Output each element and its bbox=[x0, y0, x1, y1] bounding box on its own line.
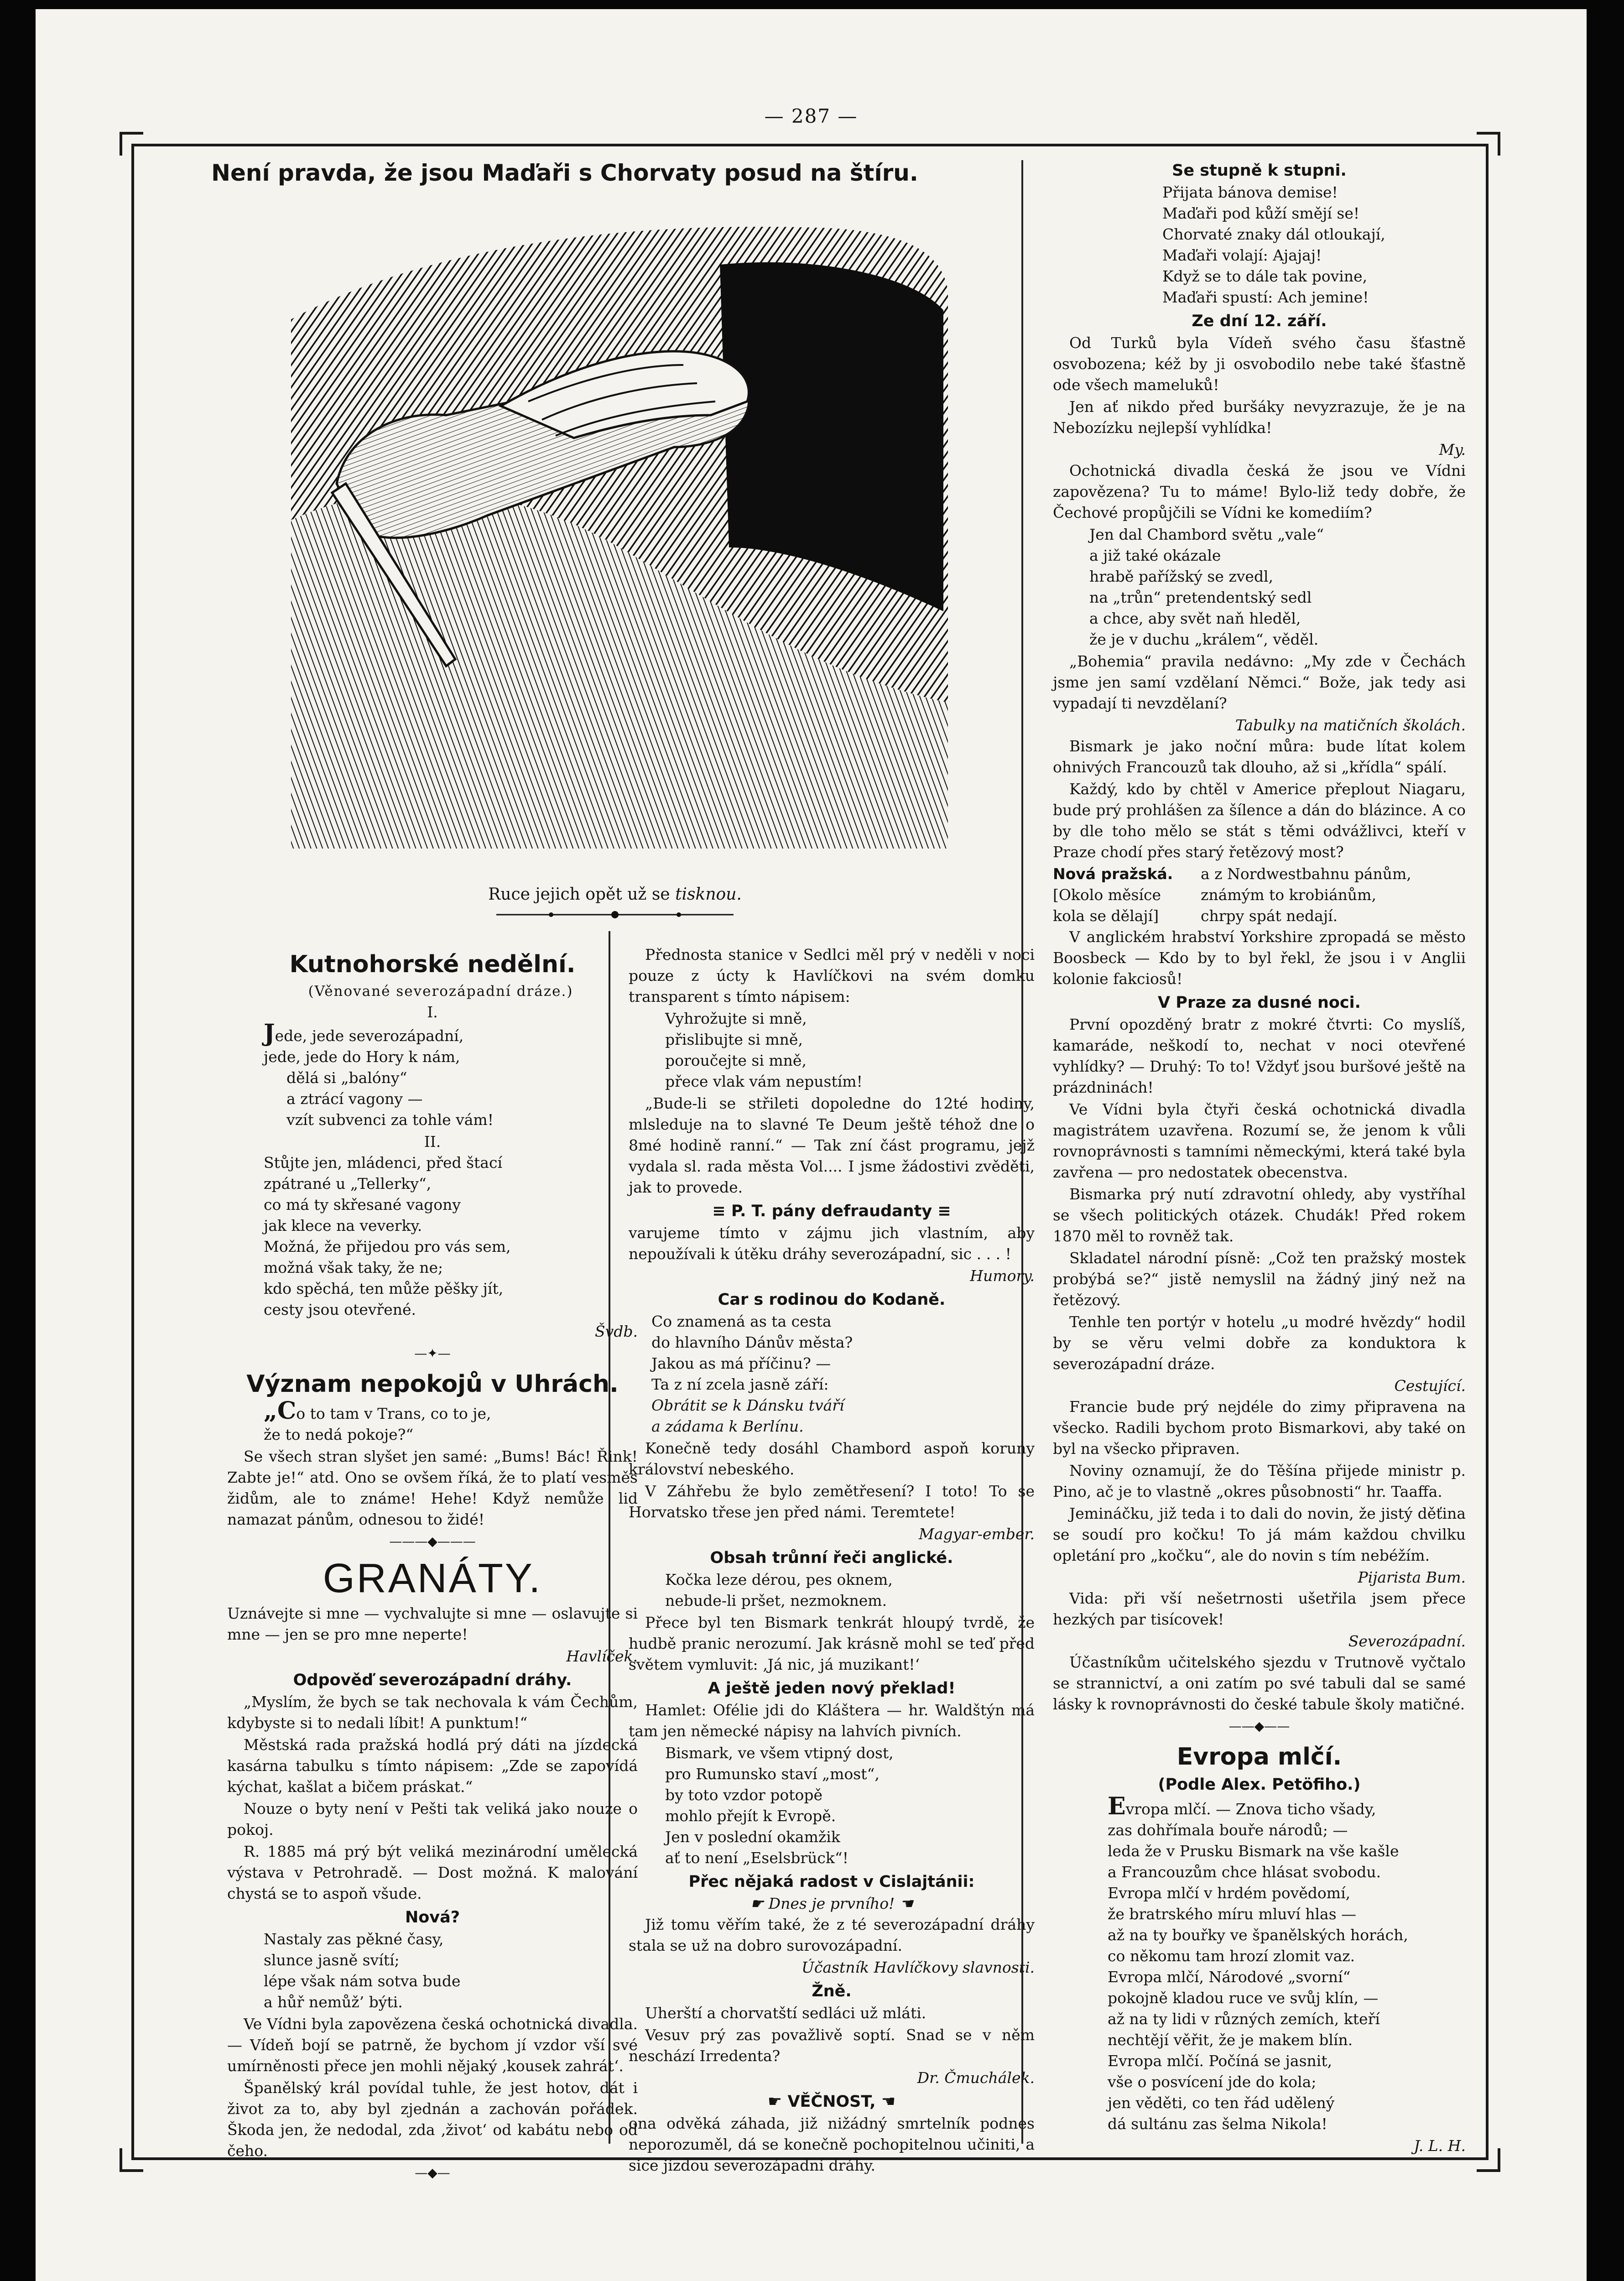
odpoved-head: Odpověď severozápadní dráhy. bbox=[293, 1671, 572, 1689]
signature: Humory. bbox=[970, 1267, 1035, 1285]
stanza-number: I. bbox=[427, 1003, 438, 1021]
verse-line: a z Nordwestbahnu pánům, bbox=[1201, 865, 1411, 883]
verse-line: Přijata bánova demise! bbox=[1162, 183, 1338, 201]
verse-line: Bismark, ve všem vtipný dost, bbox=[665, 1744, 894, 1762]
verse-line: vše o posvícení jde do kola; bbox=[1108, 2073, 1317, 2091]
verse-line: známým to krobiánům, bbox=[1201, 886, 1376, 904]
verse-line: přislibujte si mně, bbox=[665, 1031, 803, 1048]
verse-line: možná však taky, že ne; bbox=[264, 1259, 443, 1276]
dni-head: Ze dní 12. září. bbox=[1192, 312, 1327, 330]
granaty-title: GRANÁTY. bbox=[323, 1556, 542, 1601]
signature: Tabulky na matičních školách. bbox=[1235, 716, 1466, 734]
verse-line: přece vlak vám nepustím! bbox=[665, 1073, 863, 1090]
bismark-verse bbox=[665, 1743, 1035, 1869]
signature: Pijarista Bum. bbox=[1358, 1568, 1466, 1586]
signature: Magyar-ember. bbox=[919, 1525, 1035, 1543]
verse-line: Evropa mlčí v hrdém povědomí, bbox=[1108, 1884, 1351, 1902]
verse-line: „Co to tam v Trans, co to je, bbox=[264, 1397, 491, 1425]
stanza-number: II. bbox=[424, 1133, 441, 1151]
nova-prazska-right bbox=[1201, 864, 1411, 927]
frame-corner-ornament bbox=[120, 132, 143, 156]
evropa-verse bbox=[1108, 1792, 1466, 2135]
verse-line: kola se dělají] bbox=[1053, 907, 1159, 925]
praze-paragraph-2: Ve Vídni byla čtyři česká ochotnická divadla magistrátem uzavřena. Rozumí se, že jenom k vůli rovnoprávnosti s tamními německými, která také byla zavřena — pro nedostatek obecenstva. bbox=[1053, 1100, 1466, 1181]
verse-line: slunce jasně svítí; bbox=[264, 1951, 400, 1969]
kutnohorske-verse-2 bbox=[264, 1152, 638, 1320]
verse-line: a hůř nemůž’ býti. bbox=[264, 1993, 403, 2011]
verse-line: jak klece na veverky. bbox=[264, 1217, 422, 1234]
francie-paragraph: Francie bude prý nejdéle do zimy připravena na všecko. Radili bychom proto Bismarkovi, aby také on byl na všecko připraven. bbox=[1053, 1398, 1466, 1458]
bohemia-paragraph: „Bohemia“ pravila nedávno: „My zde v Čechách jsme jen samí vzdělaní Němci.“ Bože, jak tedy asi vypadají ti nevzdělaní? bbox=[1053, 652, 1466, 712]
section-divider-ornament: —◆— bbox=[415, 2165, 450, 2180]
verse-line: Když se to dále tak povine, bbox=[1162, 267, 1368, 285]
drop-cap: „C bbox=[264, 1397, 297, 1425]
stupne-head: Se stupně k stupni. bbox=[1172, 161, 1347, 180]
jemin-paragraph: Jemináčku, již teda i to dali do novin, že jistý děťina se soudí pro kočku! To já mám každou chvilku opletání pro „kočku“, ale do novin s tím nebéžím. bbox=[1053, 1505, 1466, 1564]
sklad-paragraph: Skladatel národní písně: „Což ten pražský mostek probýbá se?“ jistě nemyslil na žádný jiný než na řetězový. bbox=[1053, 1249, 1466, 1309]
verse-line: Ta z ní zcela jasně září: bbox=[651, 1375, 829, 1393]
praze-paragraph-1: První opozděný bratr z mokré čtvrti: Co myslíš, kamaráde, neškodí to, nechat v noci otevřené vyhlídky? — Druhý: To to! Vždyť jsou buršové ještě na prázdninách! bbox=[1053, 1016, 1466, 1096]
verse-line: že bratrského míru mluví hlas — bbox=[1108, 1905, 1357, 1923]
kutnohorske-subtitle: (Věnované severozápadní dráze.) bbox=[308, 983, 573, 1000]
yorkshire-paragraph: V anglickém hrabství Yorkshire zpropadá se město Boosbeck — Kdo by to byl řekl, že jsou i v Anglii kolonie fakciosů! bbox=[1053, 928, 1466, 988]
vyznam-paragraph: Se všech stran slyšet jen samé: „Bums! Bác! Řink! Zabte je!“ atd. Ono se ovšem říká, že to platí vesměs židům, ale to známe! Hehe! Když nemůže lid namazat pánům, odnesou to židé! bbox=[227, 1448, 638, 1528]
verse-line: až na ty bouřky ve španělských horách, bbox=[1108, 1926, 1408, 1944]
nova-head: Nová? bbox=[405, 1908, 460, 1927]
nouze-paragraph: Nouze o byty není v Pešti tak veliká jako nouze o pokoj. bbox=[227, 1800, 638, 1838]
verse-line: dělá si „balóny“ bbox=[286, 1069, 407, 1087]
verse-line: chrpy spát nedají. bbox=[1201, 907, 1338, 925]
frame-corner-ornament bbox=[120, 2148, 143, 2172]
verse-line: poroučejte si mně, bbox=[665, 1052, 807, 1069]
verse-line: ať to není „Eselsbrück“! bbox=[665, 1849, 849, 1867]
vyznam-title: Význam nepokojů v Uhrách. bbox=[246, 1370, 619, 1398]
verse-line: Evropa mlčí. Počíná se jasnit, bbox=[1108, 2052, 1333, 2070]
verse-line: a zádama k Berlínu. bbox=[651, 1417, 804, 1435]
car-verse bbox=[651, 1311, 1035, 1437]
verse-line: co má ty skřesané vagony bbox=[264, 1196, 461, 1213]
noviny-paragraph: Noviny oznamují, že do Těšína přijede ministr p. Pino, ač je to vlastně „okres působnosti“ hr. Taaffa. bbox=[1053, 1462, 1466, 1500]
verse-line: nebude-li pršet, nezmoknem. bbox=[665, 1592, 887, 1609]
ucast-paragraph: Účastníkům učitelského sjezdu v Trutnově vyčtalo se strannictví, a oni zatím po své tabuli dal se samé lásky k rovnoprávnosti do české tabule školy matičné. bbox=[1053, 1653, 1466, 1713]
kutnohorske-verse-1 bbox=[264, 1019, 638, 1130]
page-number: — 287 — bbox=[764, 105, 858, 127]
praze-head: V Praze za dusné noci. bbox=[1158, 994, 1361, 1012]
verse-line: vzít subvenci za tohle vám! bbox=[286, 1111, 494, 1129]
signature: Švdb. bbox=[595, 1323, 638, 1340]
signature: J. L. H. bbox=[1414, 2137, 1466, 2155]
verse-line: Obrátit se k Dánsku tváří bbox=[651, 1396, 844, 1414]
signature: My. bbox=[1439, 441, 1466, 458]
signature: Dr. Čmuchálek. bbox=[917, 2069, 1035, 2087]
verse-line: Stůjte jen, mládenci, před štací bbox=[264, 1154, 503, 1172]
sedlec-paragraph: Přednosta stanice v Sedlci měl prý v neděli v noci pouze z úcty k Havlíčkovi na svém domku transparent s tímto nápisem: bbox=[629, 946, 1035, 1005]
rada-paragraph: Městská rada pražská hodlá prý dáti na jízdecká kasárna tabulku s tímto nápisem: „Zde se zapovídá kýchat, kašlat a bičem práskat.“ bbox=[227, 1736, 638, 1796]
vesuv-paragraph: Vesuv prý zas považlivě soptí. Snad se v něm neschází Irredenta? bbox=[629, 2026, 1035, 2065]
verse-line: Jakou as má příčinu? — bbox=[651, 1354, 831, 1372]
sedlec-verse bbox=[665, 1008, 1035, 1092]
odpoved-paragraph: „Myslím, že bych se tak nechovala k vám Čechům, kdybyste si to nedali líbit! A punktum!“ bbox=[227, 1693, 638, 1732]
verse-line: hrabě pařížský se zvedl, bbox=[1089, 568, 1274, 585]
verse-line: Jede, jede severozápadní, bbox=[264, 1019, 464, 1047]
verse-line: do hlavního Dánův města? bbox=[651, 1333, 853, 1351]
verse-line: a chce, aby svět naň hleděl, bbox=[1089, 609, 1301, 627]
verse-line: zpátrané u „Tellerky“, bbox=[264, 1175, 432, 1193]
spanel-paragraph: Španělský král povídal tuhle, že jest hotov, dát i život za to, aby byl zjednán a zachován pořádek. Škoda jen, že nedodal, zda ‚život‘ od kabátu nebo od čeho. bbox=[227, 2079, 638, 2160]
praze-paragraph-3: Bismarka prý nutí zdravotní ohledy, aby vystříhal se všech politických otázek. Chudák! Před rokem 1870 měl to rovněž tak. bbox=[1053, 1185, 1466, 1245]
jiz-paragraph: Již tomu věřím také, že z té severozápadní dráhy stala se už na dobro surovozápadní. bbox=[629, 1916, 1035, 1954]
ochot-paragraph: Ochotnická divadla česká že jsou ve Vídni zapovězena? Tu to máme! Bylo-liž tedy dobře, že Čechové propůjčili se Vídni ke komediím? bbox=[1053, 462, 1466, 521]
frame-corner-ornament bbox=[1477, 2148, 1500, 2172]
obsah-head: Obsah trůnní řeči anglické. bbox=[710, 1549, 953, 1567]
verse-line: jede, jede do Hory k nám, bbox=[264, 1048, 460, 1066]
konecne-paragraph: Konečně tedy dosáhl Chambord aspoň koruny království nebeského. bbox=[629, 1439, 1035, 1478]
zne-head: Žně. bbox=[812, 1982, 852, 2000]
verse-line: nechtějí věřit, že je makem blín. bbox=[1108, 2031, 1353, 2049]
prec-subhead: ☛ Dnes je prvního! ☚ bbox=[750, 1895, 913, 1912]
jen-paragraph: Jen ať nikdo před buršáky nevyzrazuje, že je na Nebozízku nejlepší vyhlídka! bbox=[1053, 398, 1466, 437]
caption-text: Ruce jejich opět už se bbox=[488, 885, 676, 904]
signature: Severozápadní. bbox=[1348, 1632, 1466, 1650]
car-head: Car s rodinou do Kodaně. bbox=[718, 1291, 946, 1309]
zahreb-paragraph: V Záhřebu že bylo zemětřesení? I toto! To se Horvatsko třese jen před námi. Teremtete! bbox=[629, 1482, 1035, 1521]
verse-line: Jen dal Chambord světu „vale“ bbox=[1089, 526, 1324, 543]
frame-corner-ornament bbox=[1477, 132, 1500, 156]
nova-prazska-head: Nová pražská. bbox=[1053, 865, 1173, 883]
column-3 bbox=[1053, 157, 1466, 2156]
pt-paragraph: varujeme tímto v zájmu jich vlastním, aby nepoužívali k útěku dráhy severozápadní, sic . . . ! bbox=[629, 1224, 1035, 1263]
drop-cap: J bbox=[264, 1019, 275, 1047]
kutnohorske-title: Kutnohorské nedělní. bbox=[289, 951, 576, 978]
verse-line: Maďaři spustí: Ach jemine! bbox=[1162, 288, 1369, 306]
obsah-verse bbox=[665, 1569, 1035, 1611]
vecnost-head: ☛ VĚČNOST, ☚ bbox=[767, 2093, 896, 2111]
column-2 bbox=[629, 944, 1035, 2177]
kazdy-paragraph: Každý, kdo by chtěl v Americe přeplout Niagaru, bude prý prohlášen za šílence a dán do blázince. A co by dle toho mělo se stát s těmi odvážlivci, kteří v Praze chodí přes starý řetězový most? bbox=[1053, 780, 1466, 861]
newspaper-page bbox=[36, 9, 1587, 2281]
caption-italic-text: tisknou. bbox=[675, 885, 742, 904]
verse-line: mohlo přejít k Evropě. bbox=[665, 1807, 836, 1825]
verse-line: pro Rumunsko staví „most“, bbox=[665, 1765, 880, 1783]
signature: Havlíček. bbox=[566, 1647, 638, 1665]
verse-line: Možná, že přijedou pro vás sem, bbox=[264, 1238, 511, 1255]
verse-line: Co znamená as ta cesta bbox=[651, 1312, 832, 1330]
cartoon-title: Není pravda, že jsou Maďaři s Chorvaty posud na štíru. bbox=[211, 160, 918, 186]
verse-line: až na ty lidi v různých zemích, kteří bbox=[1108, 2010, 1380, 2028]
cartoon-caption bbox=[273, 885, 957, 904]
vystava-paragraph: R. 1885 má prý být veliká mezinárodní umělecká výstava v Petrohradě. — Dost možná. K malování chystá se to aspoň všude. bbox=[227, 1843, 638, 1902]
verse-line: zas dohřímala bouře národů; — bbox=[1108, 1821, 1348, 1839]
caption-ornament bbox=[496, 910, 734, 919]
bude-paragraph: „Bude-li se střileti dopoledne do 12té hodiny, mlsleduje na to slavné Te Deum ještě téhož dne o 8mé hodině ranní.“ — Tak zní část programu, jejž vydala sl. rada města Vol.... I jsme žádostivi zvěděti, jak to provede. bbox=[629, 1094, 1035, 1196]
evropa-title: Evropa mlčí. bbox=[1176, 1743, 1342, 1771]
signature: Cestující. bbox=[1394, 1377, 1466, 1395]
vida-paragraph: Vida: při vší nešetrnosti ušetřila jsem přece hezkých par tisícovek! bbox=[1053, 1589, 1466, 1628]
vecnost-paragraph: ona odvěká záhada, již nižádný smrtelník podnes neporozuměl, dá se konečně pochopitelnou učiniti, a sice jízdou severozápadní dráhy. bbox=[629, 2114, 1035, 2174]
section-divider-ornament: ———◆——— bbox=[389, 1534, 476, 1549]
verse-line: Kočka leze dérou, pes oknem, bbox=[665, 1571, 893, 1588]
verse-line: jen věděti, co ten řád udělený bbox=[1108, 2094, 1335, 2112]
verse-line: na „trůn“ pretendentský sedl bbox=[1089, 588, 1312, 606]
nova-prazska-left bbox=[1053, 864, 1190, 927]
verse-line: leda že v Prusku Bismark na vše kašle bbox=[1108, 1842, 1399, 1860]
pt-head: ≡ P. T. pány defraudanty ≡ bbox=[712, 1202, 951, 1220]
chambord-verse bbox=[1089, 524, 1466, 650]
verse-line: Jen v poslední okamžik bbox=[665, 1828, 840, 1846]
verse-line: že je v duchu „králem“, věděl. bbox=[1089, 630, 1319, 648]
column-1 bbox=[227, 944, 638, 2184]
bismark-paragraph: Bismark je jako noční můra: bude lítat kolem ohnivých Francouzů tak dlouho, až si „křídla“ spálí. bbox=[1053, 737, 1466, 776]
verse-line: Vyhrožujte si mně, bbox=[665, 1010, 807, 1027]
drop-cap: E bbox=[1108, 1792, 1126, 1820]
prece-paragraph: Přece byl ten Bismark tenkrát hloupý tvrdě, že hudbě pranic nerozumí. Jak krásně mohl se teď před světem vymluvit: ‚Já nic, já muzikant!‘ bbox=[629, 1614, 1035, 1673]
cartoon-illustration-clasped-hands bbox=[273, 201, 957, 853]
nova-verse bbox=[264, 1929, 638, 2013]
verse-line: že to nedá pokoje?“ bbox=[264, 1426, 414, 1443]
stupne-verse bbox=[1162, 182, 1466, 308]
verse-line: Maďaři volají: Ajajaj! bbox=[1162, 246, 1322, 264]
verse-line: lépe však nám sotva bude bbox=[264, 1972, 461, 1990]
verse-line: a Francouzům chce hlásat svobodu. bbox=[1108, 1863, 1381, 1881]
vyznam-verse bbox=[264, 1397, 638, 1445]
verse-line: dá sultánu zas šelma Nikola! bbox=[1108, 2115, 1327, 2133]
hamlet-paragraph: Hamlet: Ofélie jdi do Kláštera — hr. Waldštýn má tam jen německé nápisy na lahvích pivních. bbox=[629, 1701, 1035, 1740]
turku-paragraph: Od Turků byla Vídeň svého času šťastně osvobozena; kéž by ji osvobodilo nebe také šťastně ode všech mameluků! bbox=[1053, 334, 1466, 394]
section-divider-ornament: —✦— bbox=[414, 1346, 451, 1361]
zne-paragraph: Uherští a chorvatští sedláci už mláti. bbox=[645, 2004, 927, 2022]
signature: Účastník Havlíčkovy slavnosti. bbox=[802, 1958, 1035, 1976]
granaty-motto: Uznávejte si mne — vychvalujte si mne — oslavujte si mne — jen se pro mne neperte! bbox=[227, 1604, 638, 1643]
verse-line: pokojně kladou ruce ve svůj klín, — bbox=[1108, 1989, 1379, 2007]
verse-line: a ztrácí vagony — bbox=[286, 1090, 423, 1108]
verse-line: by toto vzdor potopě bbox=[665, 1786, 823, 1804]
portyr-paragraph: Tenhle ten portýr v hotelu „u modré hvězdy“ hodil by se věru velmi dobře za konduktora k severozápadní dráze. bbox=[1053, 1313, 1466, 1373]
section-divider-ornament: ——◆—— bbox=[1228, 1719, 1290, 1734]
verse-line: Chorvaté znaky dál otloukají, bbox=[1162, 225, 1385, 243]
videni-paragraph: Ve Vídni byla zapovězena česká ochotnická divadla. — Vídeň bojí se patrně, že bychom jí vzdor vší své umírněnosti přece jen mohli nějaký ‚kousek zahrát‘. bbox=[227, 2015, 638, 2075]
verse-line: Evropa mlčí. — Znova ticho všady, bbox=[1108, 1792, 1376, 1820]
verse-line: cesty jsou otevřené. bbox=[264, 1301, 416, 1318]
verse-line: a již také okázale bbox=[1089, 547, 1221, 564]
evropa-subtitle: (Podle Alex. Petöfiho.) bbox=[1158, 1776, 1361, 1794]
verse-line: Nastaly zas pěkné časy, bbox=[264, 1930, 444, 1948]
jeste-head: A ještě jeden nový překlad! bbox=[708, 1679, 956, 1698]
verse-line: Maďaři pod kůží smějí se! bbox=[1162, 204, 1360, 222]
prec-head: Přec nějaká radost v Cislajtánii: bbox=[688, 1873, 975, 1891]
verse-line: Evropa mlčí, Národové „svorní“ bbox=[1108, 1968, 1351, 1986]
nova-prazska bbox=[1053, 864, 1466, 927]
verse-line: kdo spěchá, ten může pěšky jít, bbox=[264, 1280, 504, 1297]
verse-line: [Okolo měsíce bbox=[1053, 886, 1161, 904]
verse-line: co někomu tam hrozí zlomit vaz. bbox=[1108, 1947, 1355, 1965]
